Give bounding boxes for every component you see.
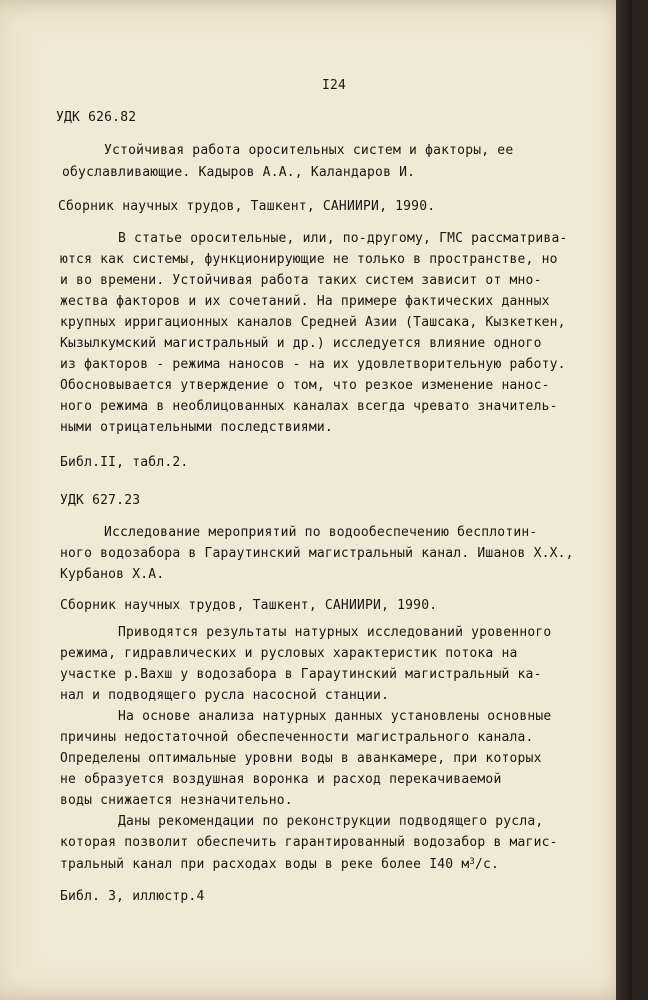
abstract-line: Приводятся результаты натурных исследований уровенного (118, 625, 552, 640)
abstract-line: Кызылкумский магистральный и др.) исследуется влияние одного (60, 336, 542, 351)
abstract-line: которая позволит обеспечить гарантированный водозабор в магис- (60, 835, 558, 850)
abstract-line: режима, гидравлических и русловых характеристик потока на (60, 646, 518, 661)
entry-title-line: Курбанов Х.А. (60, 567, 165, 582)
abstract-line: причины недостаточной обеспеченности магистрального канала. (60, 730, 534, 745)
unit-exponent: 3 (469, 857, 475, 867)
entry-source: Сборник научных трудов, Ташкент, САНИИРИ, 1990. (60, 598, 438, 613)
abstract-line: воды снижается незначительно. (60, 793, 293, 808)
abstract-line: ного режима в необлицованных каналах всегда чревато значитель- (60, 399, 558, 414)
abstract-text: тральный канал при расходах воды в реке более I40 м (60, 857, 470, 872)
abstract-line: нал и подводящего русла насосной станции. (60, 688, 390, 703)
udk-code: УДК 626.82 (56, 110, 137, 125)
bibliography-note: Библ.II, табл.2. (60, 455, 189, 470)
entry-title-line: обуславливающие. Кадыров А.А., Каландаров И. (62, 165, 416, 180)
abstract-line: жества факторов и их сочетаний. На примере фактических данных (60, 294, 550, 309)
unit-tail: /с. (475, 857, 500, 872)
abstract-line-with-unit (60, 857, 499, 873)
page-number: I24 (322, 78, 347, 93)
page-edge-shadow (616, 0, 632, 1000)
entry-title-line: Исследование мероприятий по водообеспечению бесплотин- (104, 525, 538, 540)
abstract-line: Обосновывается утверждение о том, что резкое изменение нанос- (60, 378, 550, 393)
abstract-line: В статье оросительные, или, по-другому, ГМС рассматрива- (118, 231, 568, 246)
abstract-line: из факторов - режима наносов - на их удовлетворительную работу. (60, 357, 566, 372)
abstract-line: Определены оптимальные уровни воды в аванкамере, при которых (60, 751, 542, 766)
entry-source: Сборник научных трудов, Ташкент, САНИИРИ, 1990. (58, 199, 436, 214)
udk-code: УДК 627.23 (60, 493, 141, 508)
abstract-line: ными отрицательными последствиями. (60, 420, 333, 435)
entry-title-line: ного водозабора в Гараутинский магистральный канал. Ишанов Х.Х., (60, 546, 574, 561)
abstract-line: и во времени. Устойчивая работа таких систем зависит от мно- (60, 273, 542, 288)
bibliography-note: Библ. 3, иллюстр.4 (60, 889, 205, 904)
abstract-line: участке р.Вахш у водозабора в Гараутинский магистральный ка- (60, 667, 542, 682)
abstract-line: не образуется воздушная воронка и расход перекачиваемой (60, 772, 502, 787)
entry-title-line: Устойчивая работа оросительных систем и факторы, ее (104, 143, 514, 158)
abstract-line: На основе анализа натурных данных установлены основные (118, 709, 552, 724)
abstract-line: Даны рекомендации по реконструкции подводящего русла, (118, 814, 544, 829)
abstract-line: ются как системы, функционирующие не только в пространстве, но (60, 252, 558, 267)
abstract-line: крупных ирригационных каналов Средней Азии (Ташсака, Кызкеткен, (60, 315, 566, 330)
